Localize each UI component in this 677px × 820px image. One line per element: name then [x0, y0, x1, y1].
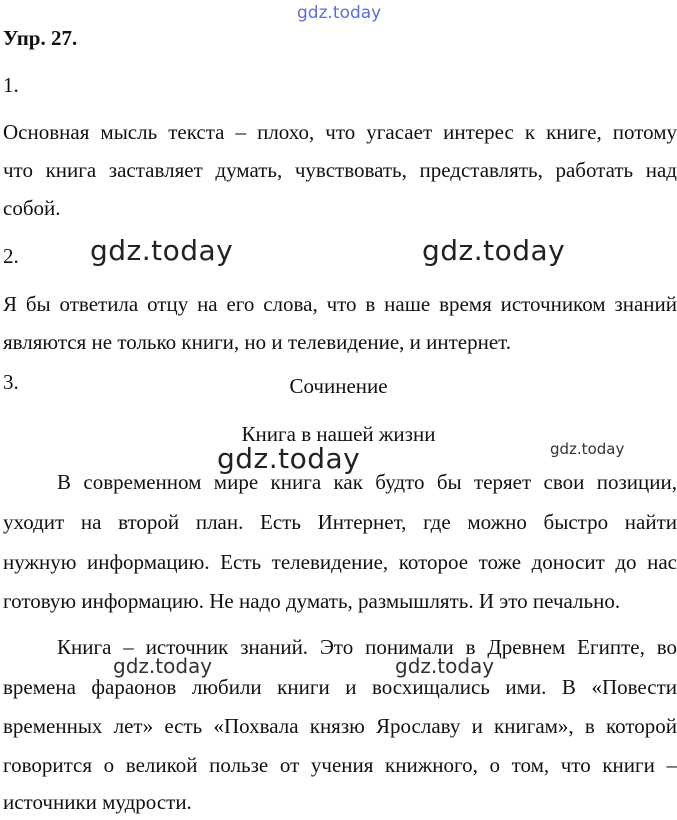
- section-2-line: Я бы ответила отцу на его слова, что в наше время источником знаний: [3, 292, 677, 316]
- section-1-line: собой.: [3, 196, 61, 220]
- section-2-number: 2.: [3, 244, 19, 268]
- watermark-4: gdz.today: [217, 442, 361, 475]
- section-3-number: 3.: [3, 370, 19, 394]
- essay-paragraph-2-line: говорится о великой пользе от учения книжного, о том, что книги –: [3, 753, 677, 777]
- watermark-3: gdz.today: [550, 440, 625, 458]
- section-1-line: Основная мысль текста – плохо, что угасает интерес к книге, потому: [3, 120, 677, 144]
- essay-paragraph-2-line: источники мудрости.: [3, 790, 192, 814]
- essay-paragraph-1-line: готовую информацию. Не надо думать, размышлять. И это печально.: [3, 589, 621, 613]
- watermark-5: gdz.today: [113, 654, 213, 678]
- essay-paragraph-2-line: Книга – источник знаний. Это понимали в Древнем Египте, во: [57, 635, 677, 659]
- section-1-line: что книга заставляет думать, чувствовать, представлять, работать над: [3, 158, 677, 182]
- essay-paragraph-1-line: уходит на второй план. Есть Интернет, где можно быстро найти: [3, 510, 677, 534]
- exercise-title: Упр. 27.: [3, 26, 78, 50]
- section-1-number: 1.: [3, 73, 19, 97]
- section-2-line: являются не только книги, но и телевидение, и интернет.: [3, 330, 512, 354]
- essay-paragraph-1-line: В современном мире книга как будто бы теряет свои позиции,: [57, 470, 677, 494]
- essay-paragraph-2-line: временных лет» есть «Похвала князю Ярославу и книгам», в которой: [3, 714, 677, 738]
- watermark-6: gdz.today: [395, 654, 495, 678]
- watermark-2: gdz.today: [422, 234, 566, 267]
- essay-label: Сочинение: [289, 374, 388, 398]
- essay-paragraph-2-line: времена фараонов любили книги и восхищались ими. В «Повести: [3, 675, 677, 699]
- essay-title: Книга в нашей жизни: [241, 422, 436, 446]
- watermark-1: gdz.today: [90, 234, 234, 267]
- watermark-top: gdz.today: [297, 3, 382, 23]
- essay-paragraph-1-line: нужную информацию. Есть телевидение, которое тоже доносит до нас: [3, 550, 677, 574]
